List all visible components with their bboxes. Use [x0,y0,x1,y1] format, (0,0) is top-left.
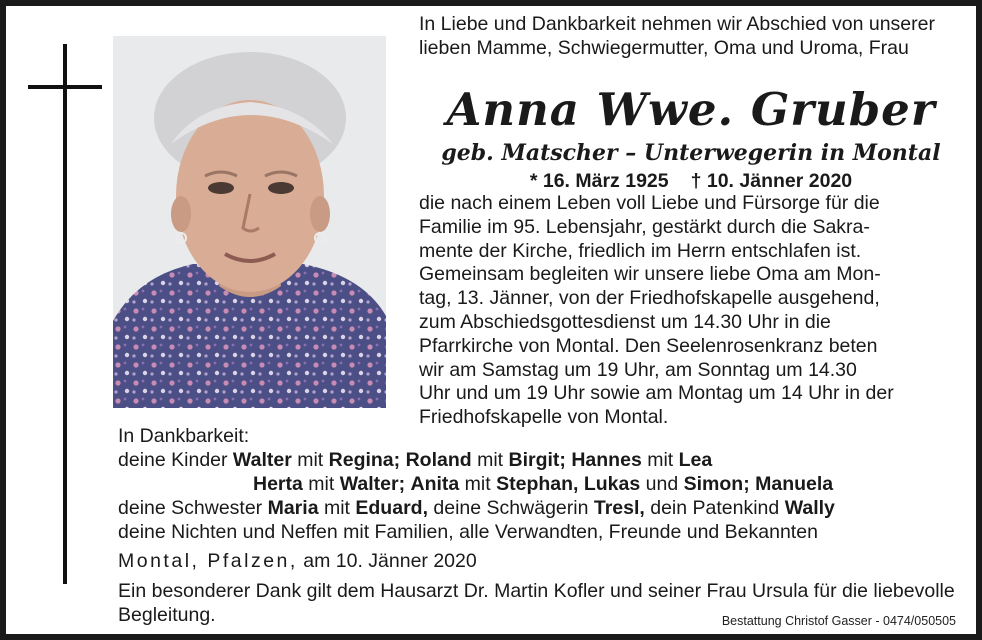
mourner-name: Walter; [339,473,406,495]
deceased-name: Anna Wwe. Gruber [446,83,936,136]
mourners-heading: In Dankbarkeit: [118,425,250,447]
mourner-name: Simon; [683,473,750,495]
connector-word: mit [647,449,674,471]
mourner-name: Roland [405,449,472,471]
body-line: Gemeinsam begleiten wir unsere liebe Oma am Mon- [419,263,881,286]
birth-date: * 16. März 1925 [529,170,669,192]
sister-in-law-prefix: deine Schwägerin [433,497,589,519]
children-prefix: deine Kinder [118,449,228,471]
place-date [118,549,477,573]
mourner-name: Wally [784,497,835,519]
portrait-illustration [113,36,386,408]
body-line: tag, 13. Jänner, von der Friedhofskapelle ausgehend, [419,287,880,310]
portrait-photo [113,36,386,408]
connector-word: mit [297,449,324,471]
mourner-name: Stephan, [496,473,579,495]
relatives-line: deine Nichten und Neffen mit Familien, alle Verwandten, Freunde und Bekannten [118,521,818,543]
mourner-name: Walter [232,449,292,471]
connector-word: mit [464,473,491,495]
life-dates [419,169,963,193]
body-line: mente der Kirche, friedlich im Herrn entschlafen ist. [419,239,862,262]
connector-word: mit [323,497,350,519]
funeral-details [419,192,963,430]
mourner-name: Eduard, [355,497,428,519]
body-line: Uhr und um 19 Uhr sowie am Montag um 14 Uhr in der [419,382,894,405]
intro-text: In Liebe und Dankbarkeit nehmen wir Abschied von unserer lieben Mamme, Schwiegermutter, Oma und Uroma, Frau [419,13,935,59]
death-date: † 10. Jänner 2020 [690,170,853,192]
body-line: Familie im 95. Lebensjahr, gestärkt durch die Sakra- [419,215,870,238]
cross-icon [63,44,67,584]
mourner-name: Manuela [755,473,834,495]
mourner-name: Maria [267,497,319,519]
mourners-list [118,424,978,544]
body-line: Pfarrkirche von Montal. Den Seelenrosenkranz beten [419,334,878,357]
children-line-2 [118,472,978,496]
siblings-line [118,496,978,520]
connector-word: mit [308,473,335,495]
maiden-name: geb. Matscher – Unterwegerin in Montal [441,140,941,166]
notice-date: am 10. Jänner 2020 [303,550,477,572]
cross-icon-bar [28,85,102,89]
connector-word: und [645,473,679,495]
godchild-prefix: dein Patenkind [650,497,780,519]
sister-prefix: deine Schwester [118,497,263,519]
undertaker-credit: Bestattung Christof Gasser - 0474/050505 [721,614,956,628]
thanks-text: Ein besonderer Dank gilt dem Hausarzt Dr. Martin Kofler und seiner Frau Ursula für die liebevolle Begleitung. [118,580,955,626]
mourner-name: Lea [678,449,713,471]
place-name: Montal, Pfalzen, [118,550,298,572]
body-line: wir am Samstag um 19 Uhr, am Sonntag um 14.30 [419,358,857,381]
body-line: die nach einem Leben voll Liebe und Fürsorge für die [419,192,880,214]
children-line [118,448,978,472]
mourner-name: Hannes [571,449,642,471]
mourner-name: Herta [253,473,303,495]
mourner-name: Regina; [328,449,401,471]
mourner-name: Lukas [583,473,641,495]
connector-word: mit [477,449,504,471]
mourner-name: Tresl, [593,497,645,519]
body-line: zum Abschiedsgottesdienst um 14.30 Uhr in die [419,310,831,333]
body-line: Friedhofskapelle von Montal. [419,406,669,429]
mourner-name: Birgit; [508,449,566,471]
mourner-name: Anita [410,473,460,495]
